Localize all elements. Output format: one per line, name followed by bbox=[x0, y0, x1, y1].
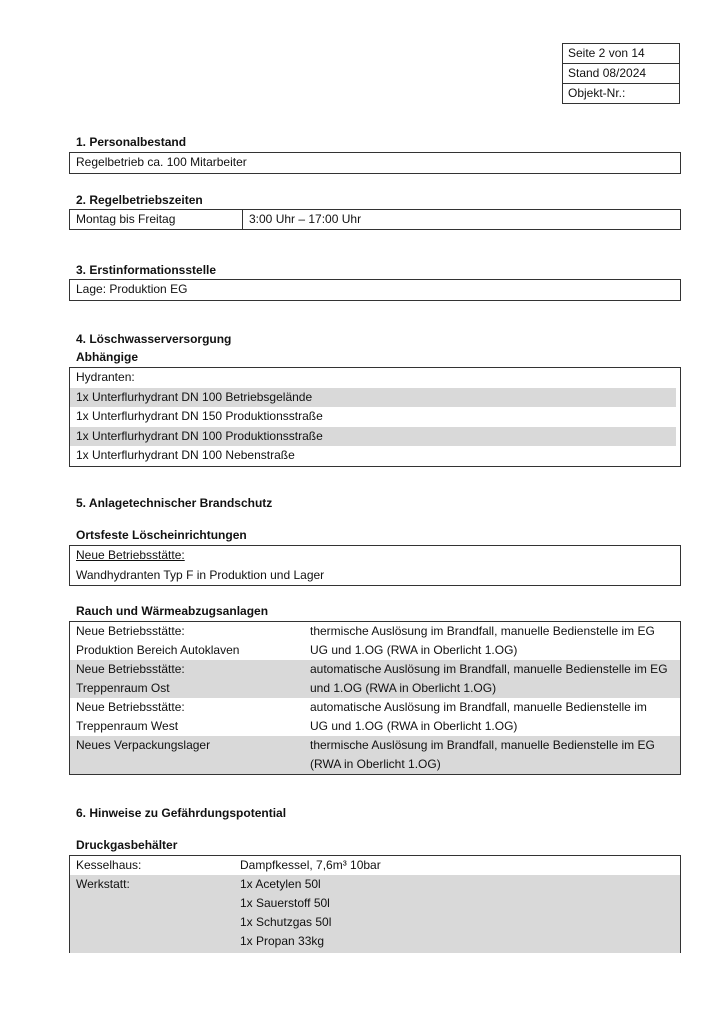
pressure-gas-item: 1x Sauerstoff 50l bbox=[240, 896, 330, 910]
rwa-location: Neues Verpackungslager bbox=[76, 738, 211, 752]
pressure-gas-row bbox=[70, 856, 680, 875]
pressure-gas-table bbox=[69, 855, 681, 953]
hydrant-list bbox=[69, 367, 681, 467]
operating-days: Montag bis Freitag bbox=[70, 210, 243, 229]
rwa-location: Neue Betriebsstätte: bbox=[76, 624, 185, 638]
operating-hours: 3:00 Uhr – 17:00 Uhr bbox=[249, 212, 362, 226]
rwa-location: Neue Betriebsstätte: bbox=[76, 700, 185, 714]
rwa-description: thermische Auslösung im Brandfall, manuelle Bedienstelle im EG bbox=[310, 738, 655, 752]
hydrant-item: 1x Unterflurhydrant DN 100 Produktionsstraße bbox=[70, 427, 676, 447]
hydrant-item: 1x Unterflurhydrant DN 100 Nebenstraße bbox=[76, 448, 295, 462]
section-4-title: 4. Löschwasserversorgung bbox=[76, 332, 232, 346]
hydrant-item: 1x Unterflurhydrant DN 150 Produktionsstraße bbox=[76, 409, 323, 423]
hydrant-list-header: Hydranten: bbox=[76, 370, 135, 384]
personnel-box bbox=[69, 152, 681, 174]
pressure-gas-item: 1x Schutzgas 50l bbox=[240, 915, 332, 929]
first-info-location: Lage: Produktion EG bbox=[76, 282, 188, 296]
rwa-description: UG und 1.OG (RWA in Oberlicht 1.OG) bbox=[310, 643, 518, 657]
pressure-gas-row bbox=[70, 875, 680, 953]
section-5-title: 5. Anlagetechnischer Brandschutz bbox=[76, 496, 273, 510]
rwa-description: und 1.OG (RWA in Oberlicht 1.OG) bbox=[310, 681, 497, 695]
pressure-gas-location: Kesselhaus: bbox=[76, 858, 142, 872]
section-2-title: 2. Regelbetriebszeiten bbox=[76, 193, 203, 207]
rwa-description: UG und 1.OG (RWA in Oberlicht 1.OG) bbox=[310, 719, 518, 733]
revision-date: Stand 08/2024 bbox=[563, 64, 679, 84]
rwa-row bbox=[70, 736, 680, 774]
rwa-description: automatische Auslösung im Brandfall, manuelle Bedienstelle im EG bbox=[310, 662, 668, 676]
rwa-location bbox=[70, 755, 304, 774]
rwa-location: Treppenraum West bbox=[76, 719, 179, 733]
rwa-row bbox=[70, 622, 680, 660]
pressure-gas-value: Dampfkessel, 7,6m³ 10bar bbox=[240, 858, 381, 872]
page-number: Seite 2 von 14 bbox=[563, 44, 679, 64]
section-1-title: 1. Personalbestand bbox=[76, 135, 187, 149]
rwa-description: (RWA in Oberlicht 1.OG) bbox=[310, 757, 441, 771]
personnel-text: Regelbetrieb ca. 100 Mitarbeiter bbox=[76, 155, 247, 169]
smoke-heat-exhaust-table bbox=[69, 621, 681, 775]
rwa-description: thermische Auslösung im Brandfall, manuelle Bedienstelle im EG bbox=[310, 624, 655, 638]
section-6-title: 6. Hinweise zu Gefährdungspotential bbox=[76, 806, 287, 820]
section-3-title: 3. Erstinformationsstelle bbox=[76, 263, 217, 277]
pressure-gas-item: 1x Propan 33kg bbox=[240, 934, 325, 948]
rwa-description: automatische Auslösung im Brandfall, manuelle Bedienstelle im bbox=[310, 700, 647, 714]
pressure-gas-location: Werkstatt: bbox=[76, 877, 130, 891]
object-number: Objekt-Nr.: bbox=[568, 86, 626, 100]
hydrant-item: 1x Unterflurhydrant DN 100 Betriebsgelände bbox=[70, 388, 676, 408]
first-info-box bbox=[69, 279, 681, 301]
fixed-extinguishing-box bbox=[69, 545, 681, 586]
fixed-extinguishing-label: Neue Betriebsstätte: bbox=[76, 548, 185, 562]
pressure-gas-item: 1x Acetylen 50l bbox=[240, 877, 321, 891]
rwa-location: Treppenraum Ost bbox=[76, 681, 170, 695]
section-4-subtitle: Abhängige bbox=[76, 350, 138, 364]
rwa-location: Produktion Bereich Autoklaven bbox=[76, 643, 240, 657]
fixed-extinguishing-text: Wandhydranten Typ F in Produktion und Lager bbox=[76, 567, 325, 582]
operating-hours-table bbox=[69, 209, 681, 230]
rwa-row bbox=[70, 698, 680, 736]
document-info-box bbox=[562, 43, 680, 104]
rwa-row bbox=[70, 660, 680, 698]
rwa-location: Neue Betriebsstätte: bbox=[76, 662, 185, 676]
pressure-gas-title: Druckgasbehälter bbox=[76, 838, 178, 852]
smoke-heat-exhaust-title: Rauch und Wärmeabzugsanlagen bbox=[76, 604, 269, 618]
fixed-extinguishing-title: Ortsfeste Löscheinrichtungen bbox=[76, 528, 247, 542]
